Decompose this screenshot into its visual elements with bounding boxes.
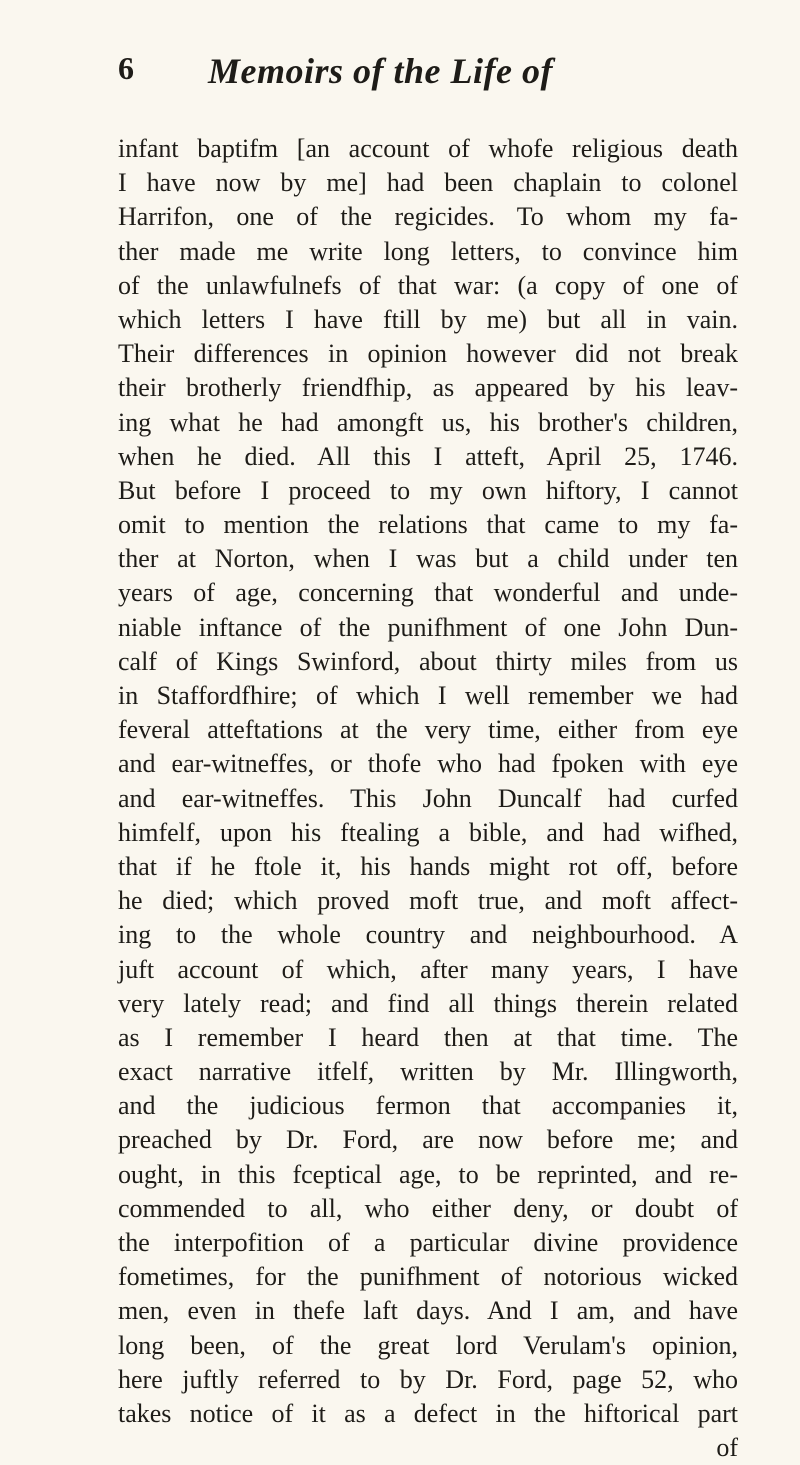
text-line: here juftly referred to by Dr. Ford, page 52, who [118,1364,738,1394]
text-line: himfelf, upon his ftealing a bible, and had wifhed, [118,817,738,847]
text-line: commended to all, who either deny, or doubt of [118,1193,738,1223]
text-line: long been, of the great lord Verulam's opinion, [118,1330,738,1360]
text-line: the interpofition of a particular divine providence [118,1228,738,1257]
text-line: Their differences in opinion however did not break [118,339,738,369]
text-line: in Staffordfhire; of which I well remember we had [118,681,738,710]
text-line: I have now by me] had been chaplain to colonel [118,168,738,198]
text-line: he died; which proved moft true, and moft affect- [118,886,738,916]
text-line: preached by Dr. Ford, are now before me; and [118,1125,738,1155]
text-line: very lately read; and find all things therein related [118,988,738,1018]
text-line: of the unlawfulnefs of that war: (a copy of one of [118,270,738,300]
running-head: Memoirs of the Life of [208,51,553,91]
text-line: infant baptifm [an account of whofe religious death [118,134,738,163]
text-line: years of age, concerning that wonderful and unde- [118,578,738,608]
body-text [118,132,738,1465]
text-line: takes notice of it as a defect in the hiftorical part [118,1398,738,1428]
text-line: ing what he had amongft us, his brother's children, [118,407,738,437]
text-line: But before I proceed to my own hiftory, I cannot [118,475,738,505]
page-header [118,50,740,100]
catchword: of [716,1433,738,1463]
text-line: their brotherly friendfhip, as appeared by his leav- [118,373,738,403]
text-line: fometimes, for the punifhment of notorious wicked [118,1262,738,1292]
text-line: as I remember I heard then at that time. The [118,1022,738,1052]
text-line: which letters I have ftill by me) but all in vain. [118,304,738,334]
text-line: and ear-witneffes, or thofe who had fpoken with eye [118,749,738,779]
text-line: exact narrative itfelf, written by Mr. Illingworth, [118,1057,738,1087]
text-line: that if he ftole it, his hands might rot off, before [118,851,738,881]
text-line: when he died. All this I atteft, April 25, 1746. [118,441,738,471]
text-line: ought, in this fceptical age, to be reprinted, and re- [118,1159,738,1189]
text-line: niable inftance of the punifhment of one John Dun- [118,612,738,642]
page-number: 6 [118,50,134,86]
text-line: ther at Norton, when I was but a child under ten [118,544,738,574]
text-line: men, even in thefe laft days. And I am, and have [118,1296,738,1326]
text-line: ing to the whole country and neighbourhood. A [118,920,738,950]
text-line: and ear-witneffes. This John Duncalf had curfed [118,783,738,813]
text-line: calf of Kings Swinford, about thirty miles from us [118,646,738,676]
text-line: feveral atteftations at the very time, either from eye [118,715,738,745]
text-line: and the judicious fermon that accompanies it, [118,1091,738,1121]
text-line: omit to mention the relations that came to my fa- [118,510,738,540]
text-line: juft account of which, after many years, I have [118,954,738,984]
text-line: ther made me write long letters, to convince him [118,236,738,266]
text-line: Harrifon, one of the regicides. To whom my fa- [118,202,738,232]
